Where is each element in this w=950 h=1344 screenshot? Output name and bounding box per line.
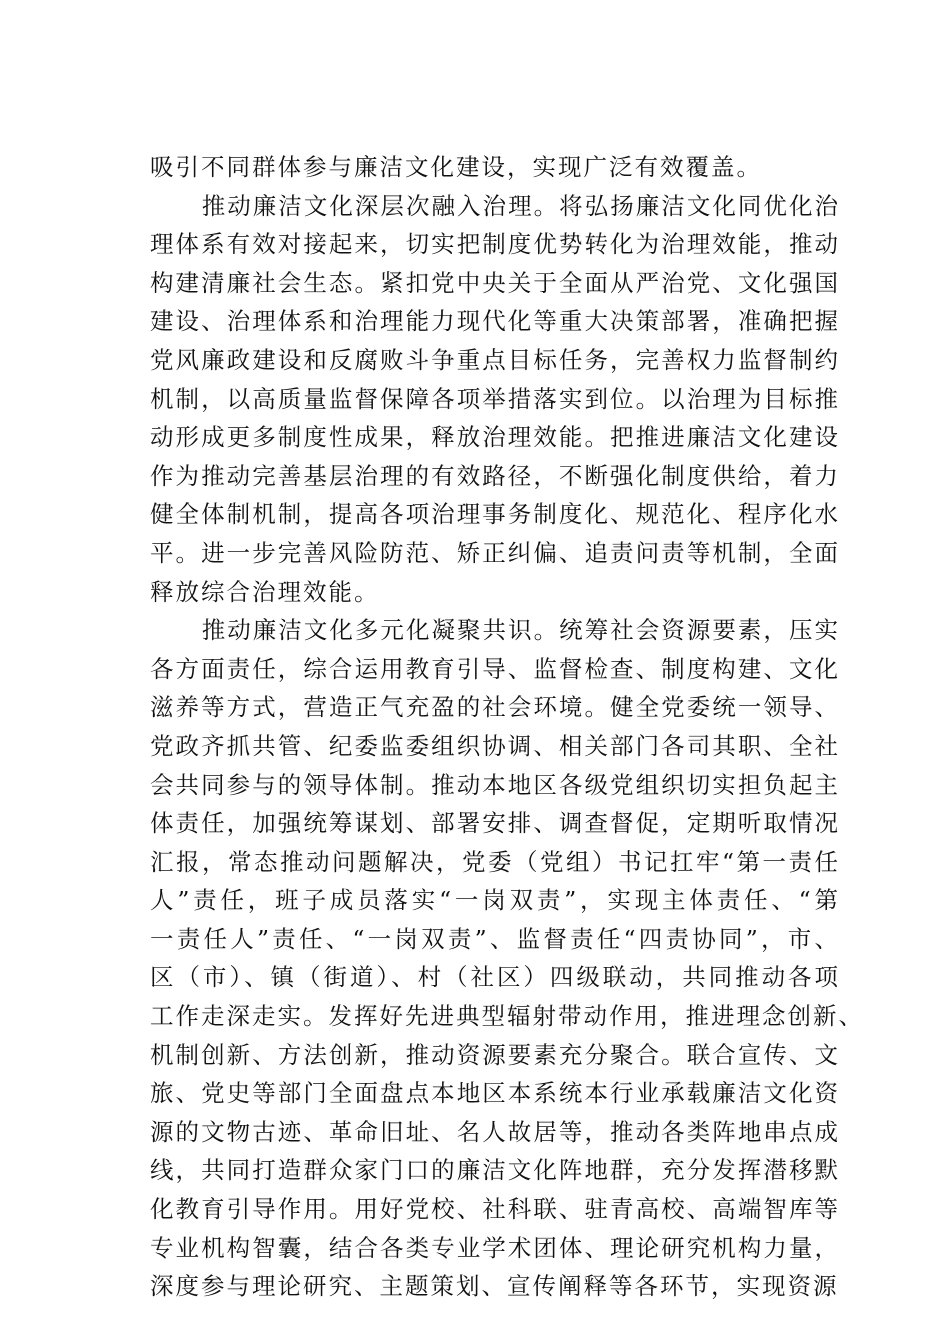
text-line: 一责任人”责任、“一岗双责”、监督责任“四责协同”，市、 <box>150 924 840 953</box>
text-line: 化教育引导作用。用好党校、社科联、驻青高校、高端智库等 <box>150 1195 840 1224</box>
text-line: 平。进一步完善风险防范、矫正纠偏、追责问责等机制，全面 <box>150 538 840 567</box>
text-line: 线，共同打造群众家门口的廉洁文化阵地群，充分发挥潜移默 <box>150 1156 840 1185</box>
text-line: 深度参与理论研究、主题策划、宣传阐释等各环节，实现资源 <box>150 1272 839 1301</box>
text-line: 推动廉洁文化多元化凝聚共识。统筹社会资源要素，压实 <box>201 616 840 645</box>
text-line: 吸引不同群体参与廉洁文化建设，实现广泛有效覆盖。 <box>150 153 762 181</box>
text-line: 健全体制机制，提高各项治理事务制度化、规范化、程序化水 <box>150 500 840 529</box>
text-line: 理体系有效对接起来，切实把制度优势转化为治理效能，推动 <box>150 230 840 259</box>
text-line: 动形成更多制度性成果，释放治理效能。把推进廉洁文化建设 <box>150 423 840 452</box>
paragraph <box>150 611 864 1306</box>
text-line: 构建清廉社会生态。紧扣党中央关于全面从严治党、文化强国 <box>150 268 840 297</box>
text-line: 机制创新、方法创新，推动资源要素充分聚合。联合宣传、文 <box>150 1040 840 1069</box>
text-line: 推动廉洁文化深层次融入治理。将弘扬廉洁文化同优化治 <box>201 191 840 220</box>
text-line: 党风廉政建设和反腐败斗争重点目标任务，完善权力监督制约 <box>150 345 840 374</box>
text-line: 专业机构智囊，结合各类专业学术团体、理论研究机构力量， <box>150 1233 840 1262</box>
text-line: 会共同参与的领导体制。推动本地区各级党组织切实担负起主 <box>150 770 840 799</box>
text-line: 旅、党史等部门全面盘点本地区本系统本行业承载廉洁文化资 <box>150 1079 840 1108</box>
text-line: 人”责任，班子成员落实“一岗双责”，实现主体责任、“第 <box>150 886 840 915</box>
body-text <box>150 148 864 1306</box>
text-line: 体责任，加强统筹谋划、部署安排、调查督促，定期听取情况 <box>150 809 840 838</box>
text-line: 滋养等方式，营造正气充盈的社会环境。健全党委统一领导、 <box>150 693 840 722</box>
text-line: 工作走深走实。发挥好先进典型辐射带动作用，推进理念创新、 <box>150 1002 864 1031</box>
text-line: 党政齐抓共管、纪委监委组织协调、相关部门各司其职、全社 <box>150 731 840 760</box>
text-line: 作为推动完善基层治理的有效路径，不断强化制度供给，着力 <box>150 461 840 490</box>
text-line: 汇报，常态推动问题解决，党委（党组）书记扛牢“第一责任 <box>150 847 840 876</box>
text-line: 区（市）、镇（街道）、村（社区）四级联动，共同推动各项 <box>150 963 840 992</box>
paragraph <box>150 148 840 187</box>
text-line: 各方面责任，综合运用教育引导、监督检查、制度构建、文化 <box>150 654 840 683</box>
text-line: 建设、治理体系和治理能力现代化等重大决策部署，准确把握 <box>150 307 840 336</box>
text-line: 释放综合治理效能。 <box>150 577 380 606</box>
text-line: 源的文物古迹、革命旧址、名人故居等，推动各类阵地串点成 <box>150 1117 840 1146</box>
text-line: 机制，以高质量监督保障各项举措落实到位。以治理为目标推 <box>150 384 840 413</box>
paragraph <box>150 187 840 612</box>
